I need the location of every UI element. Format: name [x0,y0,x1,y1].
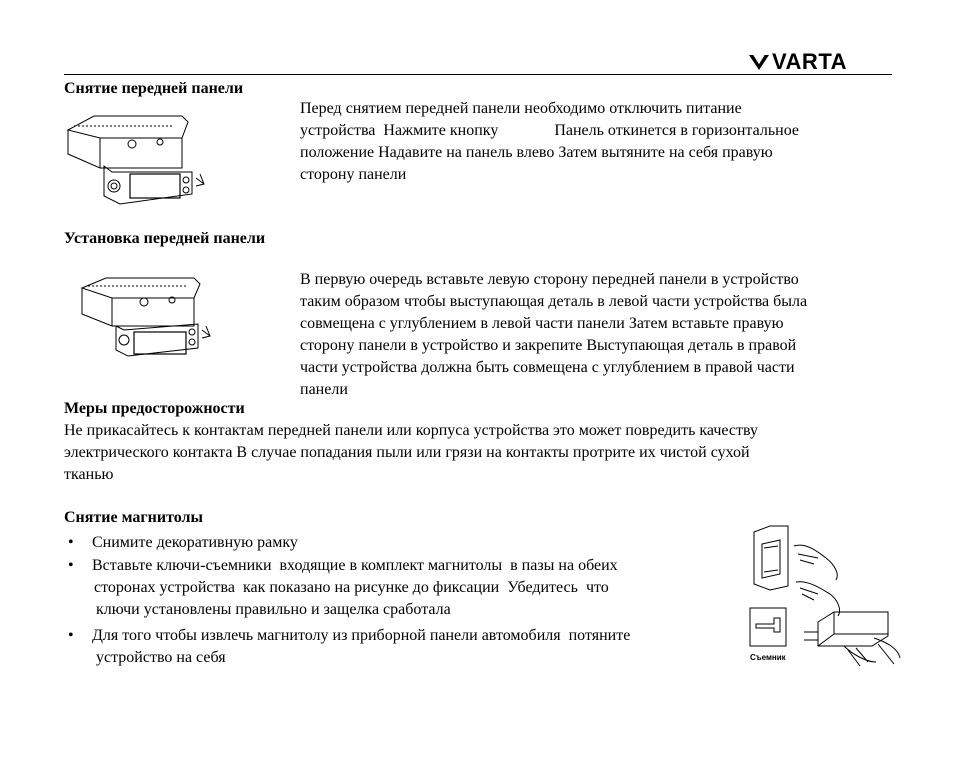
bullet-icon: • [68,627,74,644]
list-item-text: Вставьте ключи-съемники входящие в комплект магнитолы в пазы на обеих [92,557,618,574]
text-line: таким образом чтобы выступающая деталь в левой части устройства была [300,293,808,310]
list-item-text: ключи установлены правильно и защелка сработала [96,601,451,618]
text-line: В первую очередь вставьте левую сторону передней панели в устройство [300,271,799,288]
text-line: Перед снятием передней панели необходимо отключить питание [300,100,742,117]
text-line: электрического контакта В случае попадания пыли или грязи на контакты протрите их чистой сухой [64,444,750,461]
remove-panel-figure [64,108,214,208]
figure-caption: Съемник [750,653,786,662]
list-item-text: Для того чтобы извлечь магнитолу из приборной панели автомобиля потяните [92,627,631,644]
install-panel-figure [78,274,228,364]
text-line: положение Надавите на панель влево Затем вытяните на себя правую [300,144,773,161]
brand-name: VARTA [772,49,848,74]
section-heading-install-panel: Установка передней панели [64,230,266,247]
bullet-icon: • [68,534,74,551]
text-line: тканью [64,466,114,483]
section-heading-precautions: Меры предосторожности [64,400,245,417]
section2-paragraph [300,269,889,401]
text-line: части устройства должна быть совмещена с углублением в правой части [300,359,795,376]
section3-paragraph [64,420,889,486]
text-line: совмещена с углублением в левой части панели Затем вставьте правую [300,315,784,332]
section1-paragraph [300,98,889,186]
list-item-text: сторонах устройства как показано на рисунке до фиксации Убедитесь что [94,579,609,596]
text-line: Не прикасайтесь к контактам передней панели или корпуса устройства это может повредить качеству [64,422,758,439]
text-line: панели [300,381,348,398]
varta-logo [748,50,893,74]
list-item [64,555,744,621]
section-heading-remove-panel: Снятие передней панели [64,80,244,97]
text-line: сторону панели в устройство и закрепите Выступающая деталь в правой [300,337,797,354]
removal-keys-figure [748,524,908,680]
bullet-icon: • [68,557,74,574]
text-line: сторону панели [300,166,407,183]
varta-emblem-icon [748,53,770,71]
section-heading-remove-unit: Снятие магнитолы [64,509,204,526]
list-item [64,532,744,554]
list-item [64,625,744,669]
list-item-text: устройство на себя [96,649,226,666]
header-rule [64,74,892,75]
list-item-text: Снимите декоративную рамку [92,534,298,551]
text-line: устройства Нажмите кнопку Панель откинется в горизонтальное [300,122,799,139]
